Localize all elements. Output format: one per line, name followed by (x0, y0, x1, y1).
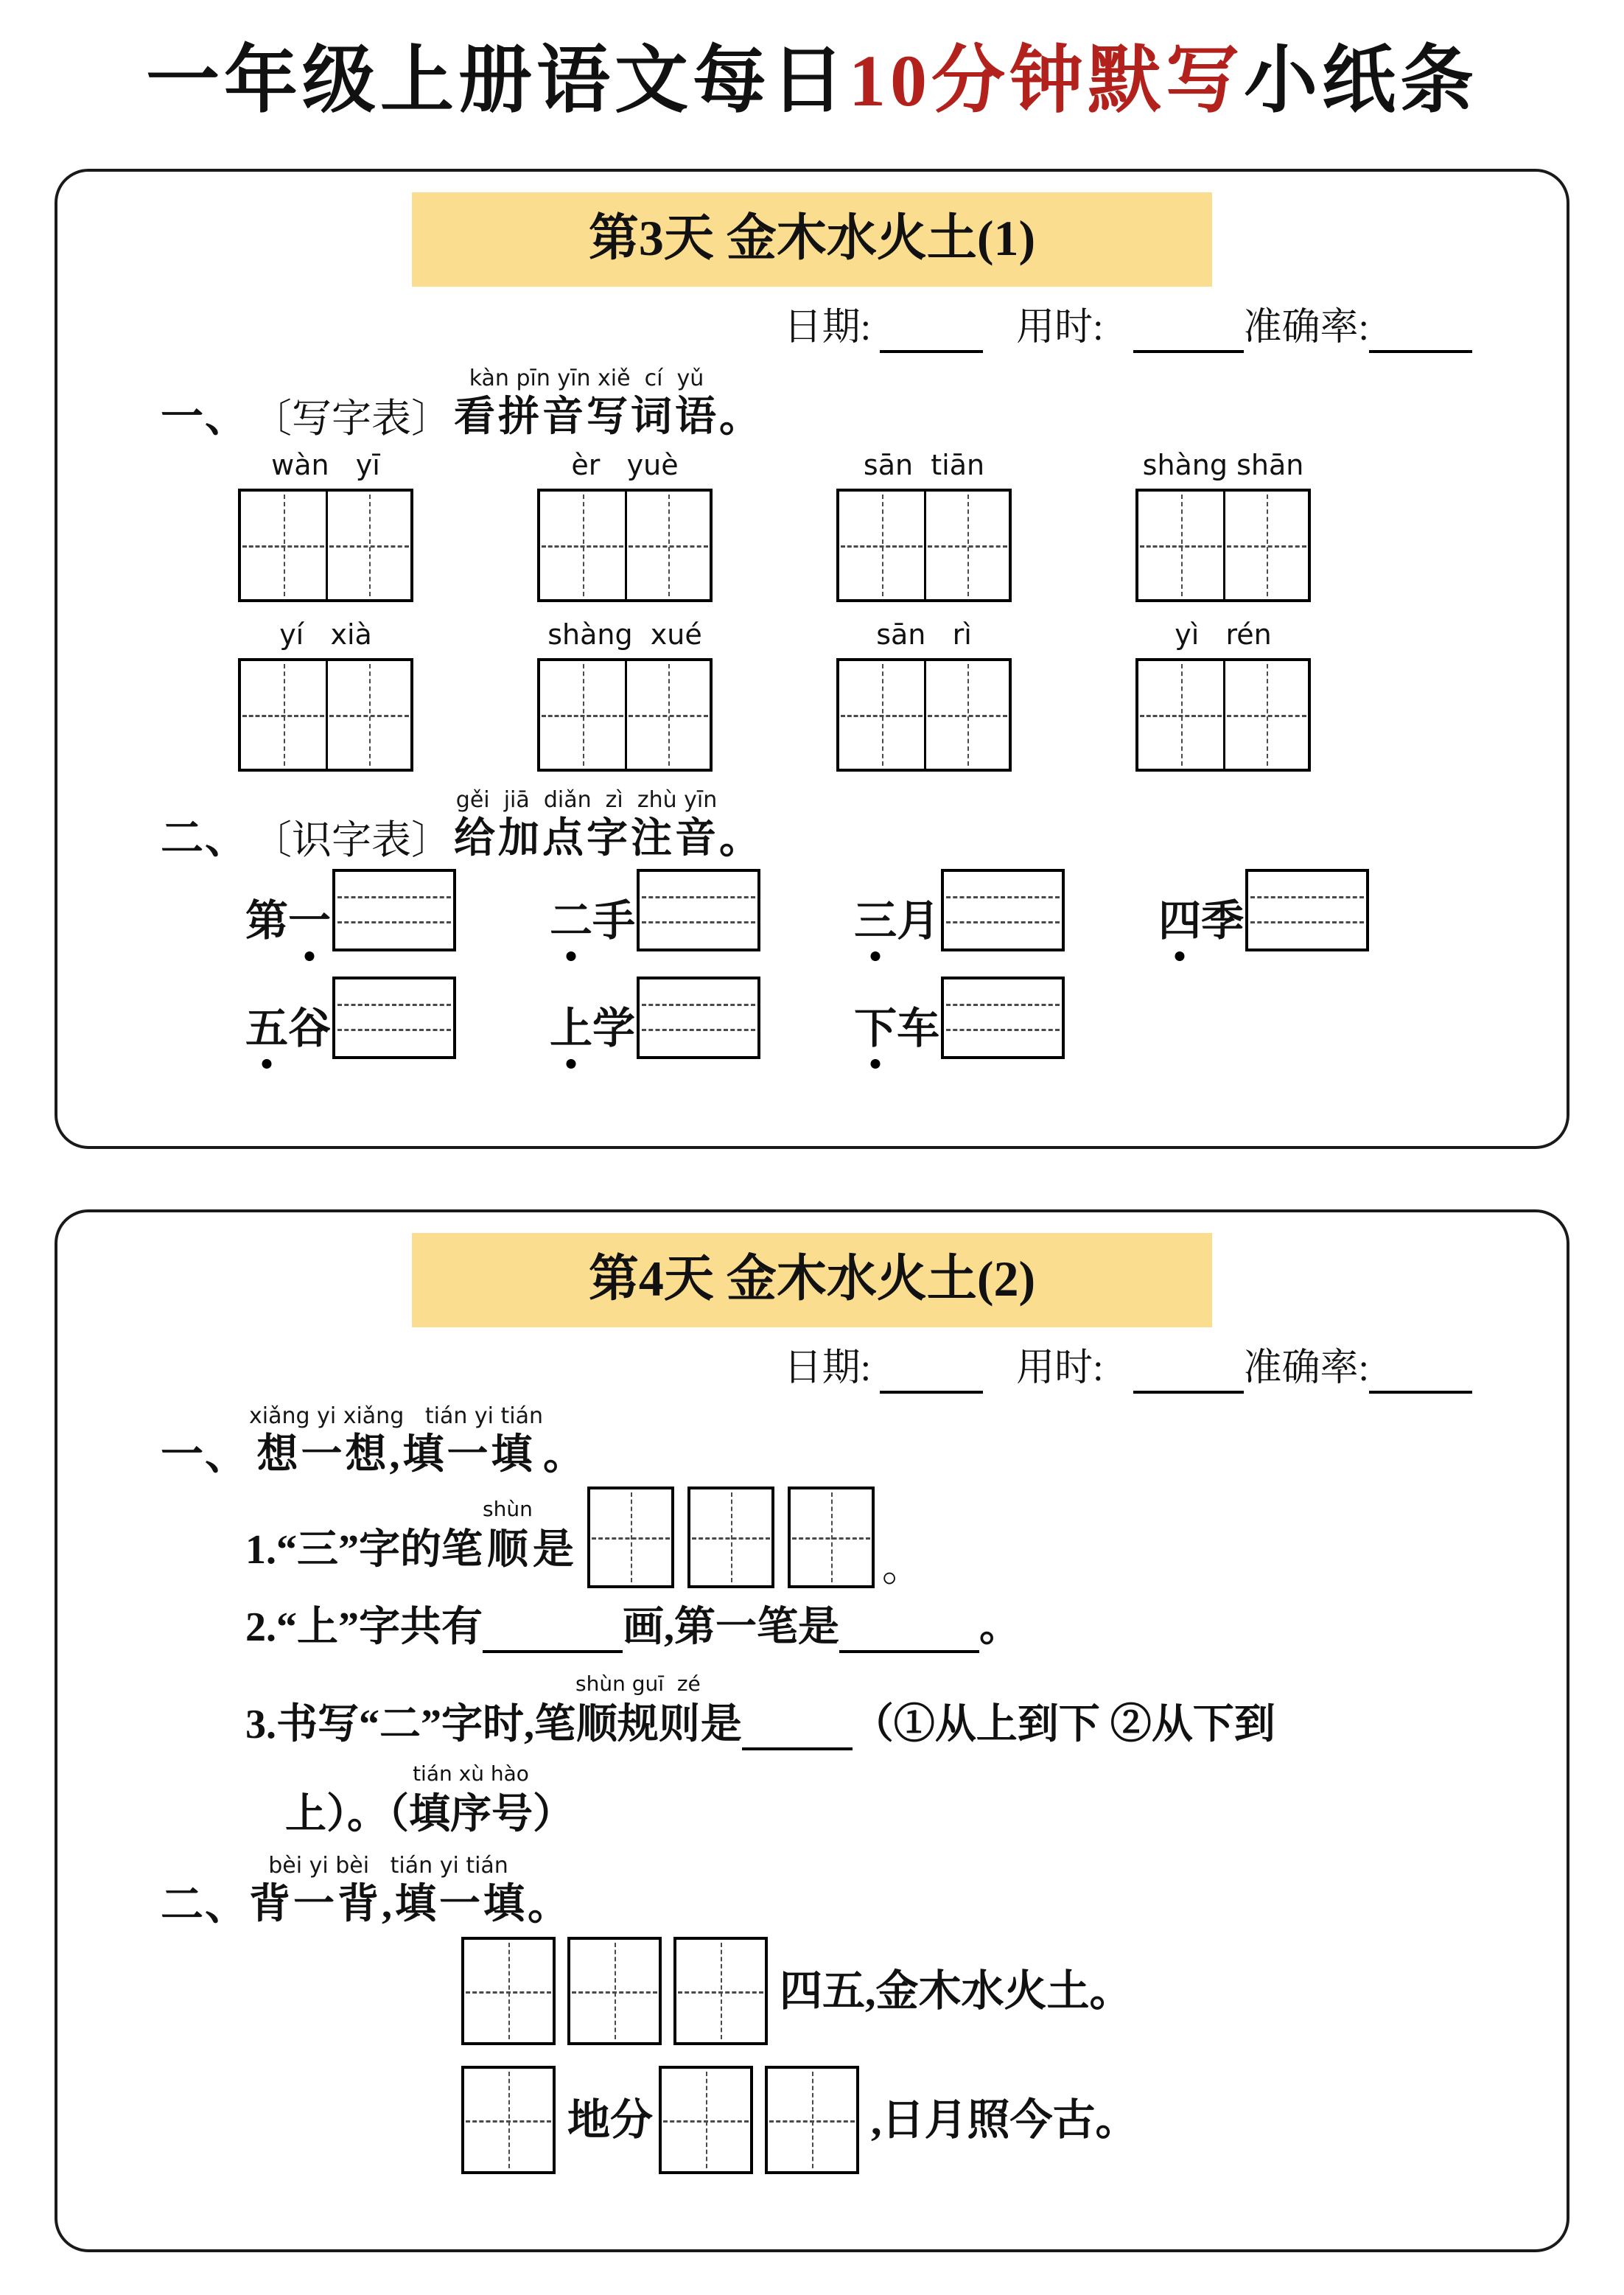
zhuyin-item (550, 879, 760, 962)
date-blank (880, 1352, 983, 1394)
zhuyin-item (245, 879, 456, 962)
grid-cell (625, 661, 710, 769)
day3-q1-heading (57, 365, 1567, 441)
accuracy-label: 准确率: (1243, 307, 1369, 349)
question-bracket: 〔识字表〕 (252, 818, 452, 863)
ruby-pinyin: shùn (483, 1497, 533, 1522)
word-post: 谷 (288, 1004, 332, 1052)
page-title (0, 0, 1624, 123)
grid-cell (241, 661, 326, 769)
date-blank (880, 312, 983, 353)
dotted-char: 二 (550, 895, 592, 947)
dotted-char: 一 (288, 895, 331, 947)
grid-cell (326, 661, 410, 769)
tian-grid (788, 1487, 875, 1588)
ruby-hanzi: 顺规则 (575, 1702, 700, 1748)
day4-q1-item1 (57, 1487, 1567, 1591)
grid-cell (839, 661, 924, 769)
pinyin-word-group (836, 449, 1012, 602)
item-number: 2. (245, 1604, 276, 1651)
tian-grid (673, 1937, 768, 2045)
word-pre: 第 (245, 896, 289, 945)
day4-q1-item3-line2 (57, 1761, 1567, 1840)
zhuyin-item (550, 987, 760, 1069)
zhuyin-item (1158, 879, 1369, 962)
question-title-ruby (249, 1855, 528, 1927)
grid-cell (540, 661, 625, 769)
grid-cell (540, 492, 625, 599)
tian-grid (587, 1487, 674, 1588)
grid-cell (1223, 492, 1308, 599)
question-title: 看拼音写词语 (454, 394, 720, 440)
day4-q1-heading (57, 1402, 1567, 1479)
pinyin-word-label: wàn yī (271, 449, 380, 482)
accuracy-blank (1369, 312, 1472, 353)
pinyin-word-group (537, 618, 713, 772)
item-text-pre: 书写“二”字时,笔 (276, 1702, 575, 1748)
fill-row-text: 四五,金木水火土。 (780, 1966, 1133, 2015)
pinyin-word-label: shàng shān (1142, 449, 1304, 482)
pinyin-word-label: yì rén (1175, 618, 1272, 651)
tian-grid (765, 2066, 859, 2174)
ruby-char (483, 1499, 533, 1576)
accuracy-label: 准确率: (1243, 1347, 1369, 1389)
day3-card (55, 169, 1569, 1149)
ruby-char (409, 1761, 533, 1840)
grid-cell (625, 492, 710, 599)
time-label: 用时: (1016, 1347, 1104, 1389)
time-label: 用时: (1016, 307, 1104, 349)
question-suffix: 。 (543, 1433, 584, 1479)
date-label: 日期: (783, 1347, 872, 1389)
page-title-left: 一年级上册语文每日 (146, 40, 849, 122)
zhuyin-word (550, 895, 635, 947)
pinyin-answer-box (637, 869, 760, 951)
time-blank (1133, 312, 1244, 353)
grid-cell (241, 492, 326, 599)
pinyin-answer-box (637, 977, 760, 1059)
day3-date-line (57, 303, 1567, 353)
question-marker: 二、 (161, 814, 250, 863)
date-label: 日期: (783, 307, 872, 349)
zhuyin-word (854, 1003, 939, 1055)
grid-cell (924, 661, 1009, 769)
day4-q2-heading (57, 1855, 1567, 1927)
writing-grid (238, 658, 413, 772)
question-marker: 一、 (161, 1431, 250, 1479)
day4-card (55, 1209, 1569, 2252)
page-title-highlight: 10分钟默写 (849, 40, 1244, 122)
item-text (285, 1761, 574, 1840)
question-title: 给加点字注音 (454, 815, 720, 862)
item-text (245, 1674, 1275, 1750)
item-text-post: ） (533, 1792, 574, 1838)
day3-q2-row2 (57, 987, 1567, 1069)
question-suffix: 。 (528, 1883, 570, 1929)
pinyin-word-group (238, 449, 413, 602)
zhuyin-word (245, 1003, 331, 1055)
item-text-pre: “上”字共有 (276, 1604, 483, 1651)
writing-grid (836, 489, 1012, 602)
question-title: 想一想,填一填 (256, 1431, 536, 1478)
day4-q1-item3-line1 (57, 1674, 1567, 1750)
pinyin-word-label: sān rì (876, 618, 972, 651)
page-title-right: 小纸条 (1244, 40, 1478, 122)
pinyin-word-label: èr yuè (571, 449, 679, 482)
day4-banner: 第4天 金木水火土(2) (412, 1233, 1212, 1327)
writing-grid (1135, 658, 1311, 772)
word-post: 车 (897, 1004, 940, 1052)
word-post: 月 (897, 896, 940, 945)
writing-grid (238, 489, 413, 602)
pinyin-word-group (537, 449, 713, 602)
fill-blank (483, 1612, 623, 1653)
item-text (245, 1499, 574, 1576)
item-text-post: 是 (532, 1527, 574, 1573)
item-text-post: 是 (700, 1702, 742, 1748)
zhuyin-item (245, 987, 456, 1069)
time-blank (1133, 1352, 1244, 1394)
grid-cell (1223, 661, 1308, 769)
day4-q2-line1 (57, 1937, 1567, 2045)
pinyin-word-group (238, 618, 413, 772)
day3-q1-row2 (57, 618, 1567, 772)
ruby-hanzi: 填序号 (409, 1792, 533, 1838)
item-period: 。 (881, 1545, 923, 1591)
day4-date-line (57, 1344, 1567, 1394)
zhuyin-word (550, 1003, 635, 1055)
item-number: 3. (245, 1702, 276, 1748)
day3-q2-heading (57, 786, 1567, 863)
fill-row-text: 地分 (567, 2095, 654, 2144)
question-title-pinyin: bèi yi bèi tián yi tián (268, 1853, 508, 1879)
pinyin-word-group (836, 618, 1012, 772)
pinyin-word-group (1135, 618, 1311, 772)
tian-grid (659, 2066, 753, 2174)
question-title-ruby (454, 365, 720, 440)
dotted-char: 三 (854, 895, 897, 947)
item-options: （①从上到下 ②从下到 (852, 1702, 1275, 1748)
question-title: 背一背,填一填 (249, 1882, 528, 1928)
item-number: 1. (245, 1527, 276, 1573)
writing-grid (1135, 489, 1311, 602)
tian-grid (567, 1937, 662, 2045)
tian-grid (461, 1937, 556, 2045)
zhuyin-item (854, 987, 1065, 1069)
pinyin-answer-box (941, 869, 1065, 951)
day3-banner: 第3天 金木水火土(1) (412, 192, 1212, 287)
zhuyin-word (1158, 895, 1244, 947)
fill-blank (839, 1612, 979, 1653)
word-post: 季 (1201, 896, 1245, 945)
item-text (245, 1601, 1021, 1653)
tian-grid (687, 1487, 774, 1588)
pinyin-answer-box (941, 977, 1065, 1059)
grid-cell (839, 492, 924, 599)
item-text-pre: “三”字的笔 (276, 1527, 483, 1573)
dotted-char: 上 (550, 1003, 592, 1055)
item-text-pre: 上）。（ (285, 1792, 409, 1838)
question-title-pinyin: kàn pīn yīn xiě cí yǔ (469, 365, 704, 391)
day4-q1-item2 (57, 1601, 1567, 1653)
question-suffix: 。 (719, 817, 761, 863)
fill-row-text: ,日月照今古。 (871, 2095, 1138, 2144)
tian-grid (461, 2066, 556, 2174)
zhuyin-word (854, 895, 939, 947)
dotted-char: 四 (1158, 895, 1201, 947)
ruby-char (575, 1674, 701, 1750)
item-text-mid: 画,第一笔是 (623, 1604, 839, 1651)
pinyin-answer-box (1245, 869, 1369, 951)
pinyin-word-label: yí xià (279, 618, 372, 651)
dotted-char: 下 (854, 1003, 897, 1055)
question-title-ruby (454, 786, 720, 862)
grid-cell (924, 492, 1009, 599)
word-post: 手 (592, 896, 636, 945)
question-title-pinyin: gěi jiā diǎn zì zhù yīn (455, 786, 718, 813)
pinyin-word-label: sān tiān (863, 449, 985, 482)
ruby-pinyin: tián xù hào (413, 1761, 529, 1786)
day3-q2-row1 (57, 879, 1567, 962)
fill-blank (742, 1709, 853, 1750)
pinyin-word-label: shàng xué (547, 618, 702, 651)
writing-grid (537, 489, 713, 602)
ruby-pinyin: shùn guī zé (575, 1672, 701, 1697)
writing-grid (537, 658, 713, 772)
question-suffix: 。 (719, 395, 761, 441)
writing-grid (836, 658, 1012, 772)
word-post: 学 (592, 1004, 636, 1052)
question-bracket: 〔写字表〕 (252, 397, 452, 441)
question-marker: 一、 (161, 393, 250, 441)
pinyin-answer-box (332, 869, 456, 951)
grid-cell (1138, 492, 1223, 599)
item-period: 。 (979, 1604, 1021, 1651)
question-title-pinyin: xiǎng yi xiǎng tián yi tián (249, 1402, 543, 1429)
pinyin-word-group (1135, 449, 1311, 602)
question-title-ruby (249, 1402, 543, 1478)
question-marker: 二、 (161, 1881, 250, 1929)
grid-cell (326, 492, 410, 599)
accuracy-blank (1369, 1352, 1472, 1394)
pinyin-answer-box (332, 977, 456, 1059)
ruby-hanzi: 顺 (486, 1527, 528, 1573)
zhuyin-item (854, 879, 1065, 962)
grid-cell (1138, 661, 1223, 769)
dotted-char: 五 (245, 1003, 288, 1055)
day4-q2-line2 (57, 2066, 1567, 2174)
day3-q1-row1 (57, 449, 1567, 602)
zhuyin-word (245, 895, 331, 947)
